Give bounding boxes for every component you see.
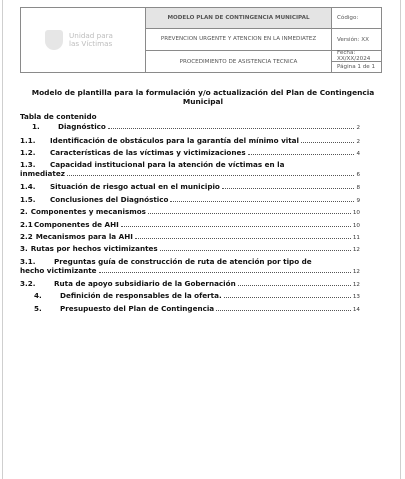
toc-entry-number: 3.1. xyxy=(20,257,36,266)
toc-entry[interactable] xyxy=(20,182,360,193)
toc-entry-number: 3. xyxy=(20,244,28,253)
toc-entry-number: 5. xyxy=(34,304,42,313)
toc-entry-label: Conclusiones del Diagnóstico xyxy=(50,195,169,204)
toc-dot-leader xyxy=(224,297,351,298)
version-label: Versión: XX xyxy=(332,29,381,51)
toc-entry[interactable] xyxy=(20,148,360,159)
toc-dot-leader xyxy=(170,201,354,202)
toc-entry[interactable] xyxy=(20,232,360,243)
header-title: MODELO PLAN DE CONTINGENCIA MUNICIPAL xyxy=(146,8,332,29)
toc-entry-label: Características de las víctimas y victimizaciones xyxy=(50,148,246,157)
header-subtitle-process: PREVENCION URGENTE Y ATENCION EN LA INMEDIATEZ xyxy=(146,29,332,51)
toc-entry-label: Rutas por hechos victimizantes xyxy=(30,244,158,253)
toc-entry-number: 2.2 xyxy=(20,232,33,241)
logo-cell xyxy=(21,8,146,72)
toc-entry-page: 9 xyxy=(356,198,360,204)
toc-entry-page: 10 xyxy=(352,210,360,216)
header-subtitle-procedure: PROCEDIMIENTO DE ASISTENCIA TECNICA xyxy=(146,51,332,72)
toc-entry-page: 4 xyxy=(356,151,360,157)
toc-dot-leader xyxy=(135,238,351,239)
code-label: Código: xyxy=(332,8,381,29)
toc-dot-leader xyxy=(99,272,351,273)
toc-entry-page: 10 xyxy=(352,223,360,229)
toc-entry[interactable] xyxy=(20,257,360,277)
toc-entry[interactable] xyxy=(20,136,360,147)
toc-entry-label: Mecanismos para la AHI xyxy=(35,232,133,241)
toc-entry-label: Preguntas guía de construcción de ruta de atención por tipo de xyxy=(54,257,312,266)
toc-entry-label: Componentes de AHI xyxy=(34,220,119,229)
unidad-victimas-logo xyxy=(45,30,113,50)
logo-text-line1: Unidad para xyxy=(69,31,113,40)
toc-entry-number: 1.5. xyxy=(20,195,36,204)
toc-entry-page: 11 xyxy=(352,235,360,241)
toc-entry-label: Componentes y mecanismos xyxy=(30,207,146,216)
toc-dot-leader xyxy=(108,128,355,129)
toc-entry-label: Identificación de obstáculos para la garantía del mínimo vital xyxy=(50,136,299,145)
toc-entry[interactable] xyxy=(20,195,360,206)
toc-entry-label-continued: inmediatez xyxy=(20,169,65,178)
toc-dot-leader xyxy=(222,188,355,189)
toc-entry-label-continued: hecho victimizante xyxy=(20,266,97,275)
toc-dot-leader xyxy=(160,250,351,251)
date-label: Fecha: XX/XX/2024 xyxy=(332,51,381,62)
toc-entry-label: Definición de responsables de la oferta. xyxy=(60,291,222,300)
toc-dot-leader xyxy=(148,213,351,214)
toc-dot-leader xyxy=(121,226,351,227)
toc-entry-label: Situación de riesgo actual en el municipio xyxy=(50,182,220,191)
toc-entry-label: Diagnóstico xyxy=(58,122,106,131)
toc-entry[interactable] xyxy=(20,304,360,315)
document-header-table xyxy=(20,7,382,73)
toc-entry[interactable] xyxy=(20,207,360,218)
toc-entry-number: 2.1 xyxy=(20,220,33,229)
toc-entry-number: 1. xyxy=(32,122,40,131)
toc-entry-number: 4. xyxy=(34,291,42,300)
toc-entry-label: Ruta de apoyo subsidiario de la Gobernación xyxy=(54,279,236,288)
toc-dot-leader xyxy=(301,142,354,143)
toc-entry[interactable] xyxy=(20,160,360,180)
toc-entry-page: 12 xyxy=(352,269,360,275)
coat-of-arms-icon xyxy=(45,30,63,50)
toc-entry[interactable] xyxy=(20,291,360,302)
toc-entry-page: 13 xyxy=(352,294,360,300)
toc-entry-number: 2. xyxy=(20,207,28,216)
page-label: Página 1 de 1 xyxy=(337,64,376,70)
toc-heading: Tabla de contenido xyxy=(20,112,97,121)
toc-entry-page: 12 xyxy=(352,282,360,288)
toc-entry-label: Presupuesto del Plan de Contingencia xyxy=(60,304,215,313)
toc-entry-number: 1.1. xyxy=(20,136,36,145)
logo-text-line2: las Víctimas xyxy=(69,39,113,48)
toc-entry[interactable] xyxy=(20,244,360,255)
toc-entry-number: 1.3. xyxy=(20,160,36,169)
toc-dot-leader xyxy=(67,175,355,176)
toc-dot-leader xyxy=(248,154,355,155)
toc-entry-page: 8 xyxy=(356,185,360,191)
toc-entry-number: 1.4. xyxy=(20,182,36,191)
toc-entry-number: 1.2. xyxy=(20,148,36,157)
document-title: Modelo de plantilla para la formulación y/o actualización del Plan de Contingencia Municipal xyxy=(31,88,375,106)
toc-entry-page: 2 xyxy=(356,139,360,145)
toc-entry[interactable] xyxy=(20,279,360,290)
toc-dot-leader xyxy=(238,285,351,286)
toc-dot-leader xyxy=(216,310,351,311)
toc-entry[interactable] xyxy=(20,122,360,133)
toc-entry-page: 2 xyxy=(356,125,360,131)
toc-entry-page: 12 xyxy=(352,247,360,253)
toc-entry[interactable] xyxy=(20,220,360,231)
toc-entry-page: 6 xyxy=(356,172,360,178)
toc-entry-number: 3.2. xyxy=(20,279,36,288)
toc-entry-label: Capacidad institucional para la atención de víctimas en la xyxy=(50,160,285,169)
toc-entry-page: 14 xyxy=(352,307,360,313)
